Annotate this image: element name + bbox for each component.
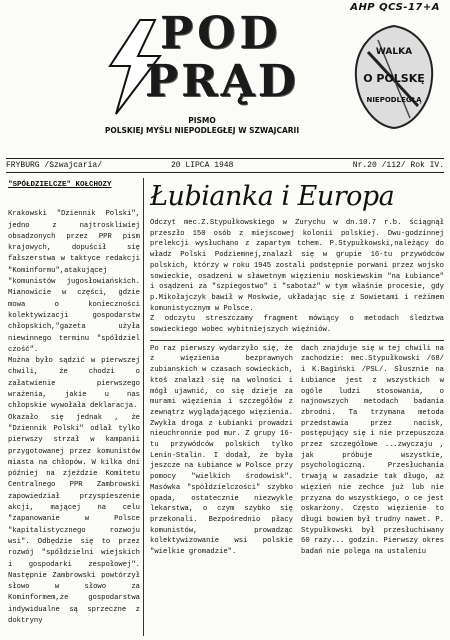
article-body-text-a: Po raz pierwszy wydarzyło się, że z więzienia bezprawnych zubianskich w czasach sowieckich, ktoś znalazł się na wolności i mógł ujawnić, co się dzieje za murami więzienia i szczegółów z zewnątrz wyglądającego więzienia. Zwykła droga z Łubianki prowadzi nieuchronnie pod mur. Z grupy 16-tu przywódców polskich tylko Lenin-Stalin. I dodał, że była jeszcze na Łubiance w Polsce przy pomocy "wielkich środowisk". Masówka "spółdzielczości" szybko opada, ostatecznie niezwykle lekarstwa, o czym szybko się przekonali. Bezpośrednio płacy komunistów, prowadząc kolektywizowanie wsi polskie "wielkie gromadzie". — [150, 344, 293, 557]
date-label: 20 LIPCA 1948 — [171, 161, 234, 170]
left-article-title: "SPÓŁDZIELCZE" KOŁCHOZY — [8, 181, 112, 189]
masthead-subtitle — [72, 116, 332, 136]
left-paragraph-1: Krakowski "Dziennik Polski", jedno z najtroskliwiej obsadzonych przez PPR pism krajowych, dopuścił się fałszerstwa w taktyce redakcji "Kominformu",atakującej "komunistów jugosłowiańskich. Mianowicie w części, gdzie mowa o konieczności kolektywizacji gospodarstw chłopskich,"gazeta użyła niewinnego terminu "spółdziel czość". — [8, 210, 140, 354]
article-body-text-b: dach znajduje się w tej chwili na zachodzie: mec.Stypułkowski /68/ i K.Bagiński /PSL/. Słusznie na Łubiance jest z wszystkich w ogóle ludzi stosowania, o najnowszych metodach badania zbrodni. Ta trzymana metoda przedstawia przez nacisk, postępujący się i nie przepuszcza przez szczegółowe ...zwyczaju , jak próbuje wszystkie, psychologiczną. Przesłuchania trwają w zasadzie tak długo, aż więzień nie zechce już lub nie przyzna do wszystkiego, o ce jest oskarżony. Często więzienie to długi bowiem był trudny nawet. P. Stypułkowski był przesłuchiwany 60 razy... godzin. Pierwszy okres badań nie polega na ustaleniu — [301, 344, 444, 557]
place-label: FRYBURG /Szwajcaria/ — [6, 161, 103, 170]
left-column — [8, 180, 140, 636]
column-divider — [143, 178, 144, 636]
issue-number: Nr.20 /112/ Rok IV. — [352, 161, 444, 170]
section-divider — [150, 340, 444, 341]
main-article — [150, 180, 444, 636]
article-body-columns — [150, 344, 444, 558]
article-lead-paragraph-1: Odczyt mec.Z.Stypułkowskiego w Zurychu w dn.10.7 r.b. ściągnął przeszło 150 osób z miejscowej kolonii polskiej. Dwu-godzinnej prelekcji wysłuchano z zapartym tchem. P.Stypułkowski,należący do władz Polski Podziemnej,znalazł się w grupie 16-tu przywódców polskich, którzy w roku 1945 zostali podstępnie porwani przez wojsko sowieckie, osadzeni w sławetnym więzieniu moskiewskim "na Łubiance" i osądzeni za "szpiegostwo" i "sabotaż" w tym właśnie procesie, gdy p.Mikołajczyk bawił w Moskwie, układając się z Sowietami i reżimem komunistycznym w Polsce. — [150, 219, 444, 313]
subtitle-line2: POLSKIEJ MYŚLI NIEPODLEGŁEJ W SZWAJCARII — [104, 126, 300, 135]
svg-text:WALKA: WALKA — [375, 47, 413, 57]
subtitle-line1: PISMO — [188, 116, 216, 125]
article-body-column-b — [301, 344, 444, 558]
left-paragraph-3: Okazało się jednak , że "Dziennik Polski" odlał tylko pierwszy strzał w kampanii przygotowanej przez komunistów miasta na chłopów. W kilka dni później na zjeździe Komitetu Centralnego PPR Zambrowski zapowiedział przyspieszenie akcji, mającej na celu "zapanowanie w Polsce "kapitalistycznego rozwoju wsi". Odbędzie się to przez rozwój "spółdzielni wiejskich i gospodarki zespołowej". Następnie Zambrowski powtórzył słowo w słowo za Kominformem,że gospodarstwa indywidualne są sprzeczne z doktryny — [8, 413, 140, 625]
svg-text:O POLSKĘ: O POLSKĘ — [363, 72, 425, 85]
svg-text:NIEPODLEGŁĄ: NIEPODLEGŁĄ — [366, 96, 422, 104]
archive-code: AHP QCS-17+A — [350, 2, 440, 13]
article-lead-paragraph-2: Z odczytu streszczamy fragment mówiący o metodach śledztwa sowieckiego wobec wybitniejszych więźniów. — [150, 315, 444, 335]
left-paragraph-2: Można było sądzić w pierwszej chwili, że chodzi o załatwienie pierwszego wrażenia, jakie u nas chłopskie wywołała deklaracja. — [8, 357, 140, 411]
issue-info-bar — [6, 158, 444, 173]
masthead-title-word2: PRĄD — [145, 56, 299, 107]
masthead-title-word1: POD — [160, 8, 282, 59]
fighting-poland-emblem — [348, 22, 440, 132]
article-headline: Łubianka i Europa — [150, 181, 395, 212]
article-body-column-a — [150, 344, 293, 558]
